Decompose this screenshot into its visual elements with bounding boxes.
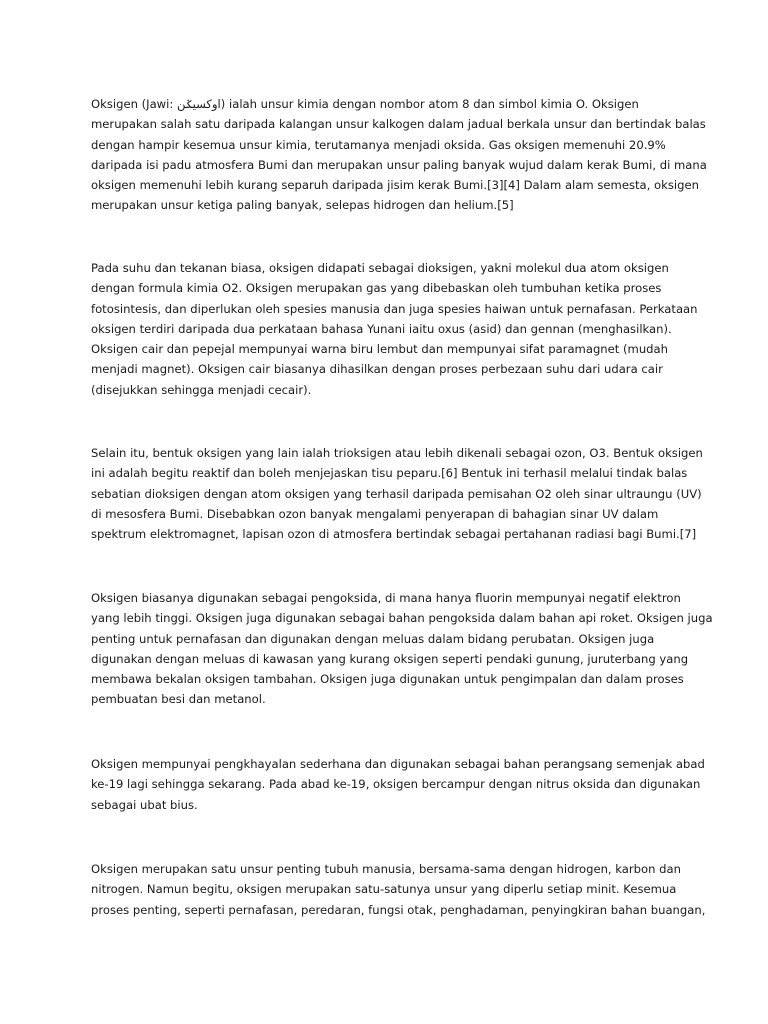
text-line: Pada suhu dan tekanan biasa, oksigen didapati sebagai dioksigen, yakni molekul dua atom oksigen (91, 261, 669, 275)
text-line: oksigen terdiri daripada dua perkataan bahasa Yunani iaitu oxus (asid) dan gennan (menghasilkan). (91, 321, 672, 336)
text-line: menjadi magnet). Oksigen cair biasanya dihasilkan dengan proses perbezaan suhu dari udara cair (91, 362, 663, 377)
text-line: yang lebih tinggi. Oksigen juga digunakan sebagai bahan pengoksida dalam bahan api roket. Oksigen juga (91, 611, 713, 626)
text-line: spektrum elektromagnet, lapisan ozon di atmosfera bertindak sebagai pertahanan radiasi bagi Bumi.[7] (91, 527, 697, 542)
text-line: Oksigen mempunyai pengkhayalan sederhana dan digunakan sebagai bahan perangsang semenjak abad (91, 757, 705, 771)
text-line: fotosintesis, dan diperlukan oleh spesies manusia dan juga spesies haiwan untuk pernafasan. Perkataan (91, 301, 698, 316)
paragraph-oxygen-intro (91, 94, 707, 216)
text-line: dengan hampir kesemua unsur kimia, terutamanya menjadi oksida. Gas oksigen memenuhi 20.9% (91, 137, 666, 152)
text-line: Selain itu, bentuk oksigen yang lain ialah trioksigen atau lebih dikenali sebagai ozon, O3. Bentuk oksigen (91, 446, 703, 460)
paragraph-anesthetic (91, 754, 705, 815)
text-line: Oksigen cair dan pepejal mempunyai warna biru lembut dan mempunyai sifat paramagnet (mudah (91, 342, 668, 357)
text-line: di mesosfera Bumi. Disebabkan ozon banyak mengalami penyerapan di bahagian sinar UV dalam (91, 506, 659, 521)
text-line: membawa bekalan oksigen tambahan. Oksigen juga digunakan untuk pengimpalan dan dalam proses (91, 672, 684, 687)
text-line: sebatian dioksigen dengan atom oksigen yang terhasil daripada pemisahan O2 oleh sinar ultraungu (UV) (91, 486, 702, 501)
text-line: oksigen memenuhi lebih kurang separuh daripada jisim kerak Bumi.[3][4] Dalam alam semesta, oksigen (91, 178, 699, 193)
text-line: sebagai ubat bius. (91, 797, 198, 812)
paragraph-dioxygen (91, 258, 698, 400)
paragraph-uses (91, 588, 713, 710)
text-line: daripada isi padu atmosfera Bumi dan merupakan unsur paling banyak wujud dalam kerak Bumi, di mana (91, 157, 707, 172)
text-line: merupakan unsur ketiga paling banyak, selepas hidrogen dan helium.[5] (91, 198, 514, 213)
text-line: Oksigen merupakan satu unsur penting tubuh manusia, bersama-sama dengan hidrogen, karbon dan (91, 862, 681, 876)
text-line: ini adalah begitu reaktif dan boleh menjejaskan tisu peparu.[6] Bentuk ini terhasil melalui tindak balas (91, 466, 688, 481)
text-line: digunakan dengan meluas di kawasan yang kurang oksigen seperti pendaki gunung, juruterbang yang (91, 651, 689, 666)
text-line: proses penting, seperti pernafasan, peredaran, fungsi otak, penghadaman, penyingkiran bahan buangan, (91, 902, 706, 917)
text-line: merupakan salah satu daripada kalangan unsur kalkogen dalam jadual berkala unsur dan bertindak balas (91, 117, 706, 132)
paragraph-human-body (91, 859, 706, 920)
text-line: pembuatan besi dan metanol. (91, 692, 266, 707)
text-line: Oksigen biasanya digunakan sebagai pengoksida, di mana hanya fluorin mempunyai negatif elektron (91, 591, 681, 605)
text-line: dengan formula kimia O2. Oksigen merupakan gas yang dibebaskan oleh tumbuhan ketika proses (91, 281, 662, 296)
paragraph-ozone (91, 443, 703, 544)
text-line: (disejukkan sehingga menjadi cecair). (91, 382, 312, 397)
text-line: penting untuk pernafasan dan digunakan dengan meluas dalam bidang perubatan. Oksigen juga (91, 631, 655, 646)
text-line: nitrogen. Namun begitu, oksigen merupakan satu-satunya unsur yang diperlu setiap minit. Kesemua (91, 882, 677, 897)
text-line: Oksigen (Jawi: اوکسيݢن) ialah unsur kimia dengan nombor atom 8 dan simbol kimia O. Oksigen (91, 97, 639, 111)
text-line: ke-19 lagi sehingga sekarang. Pada abad ke-19, oksigen bercampur dengan nitrus oksida dan digunakan (91, 777, 701, 792)
